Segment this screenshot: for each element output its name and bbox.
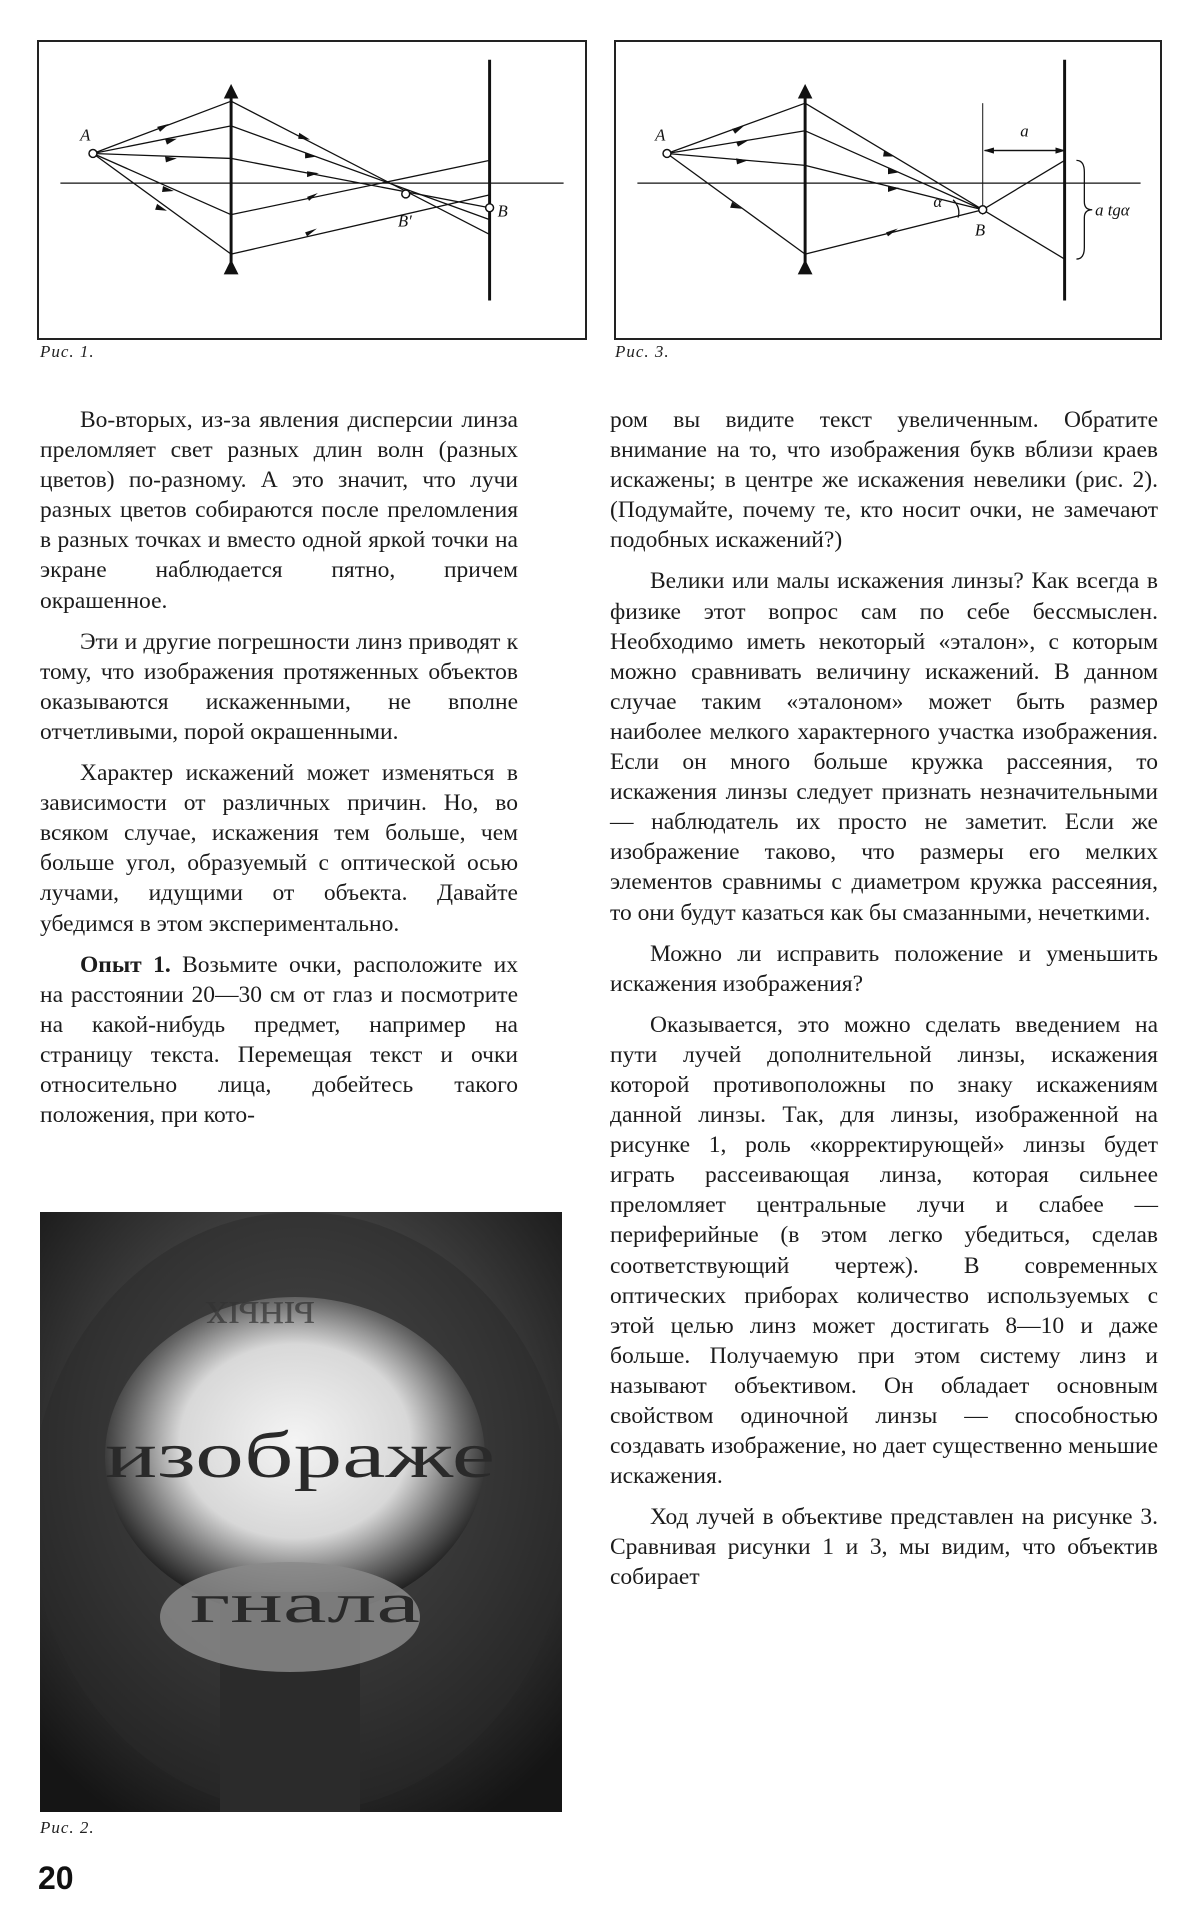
photo-text-bottom: гнала: [190, 1573, 421, 1635]
left-column: [40, 405, 518, 1130]
point-b: [979, 206, 987, 214]
label-b: B: [974, 220, 986, 240]
rays: [667, 103, 1065, 259]
paragraph-continuation: ром вы видите текст увеличенным. Обратите внимание на то, что изображения букв вблизи краев искажены; в центре же искажения невелики (рис. 2). (Подумайте, почему те, кто носит очки, не замечают подобных искажений?): [610, 407, 1158, 554]
figure-3: [614, 40, 1162, 340]
paragraph: Эти и другие погрешности линз приводят к тому, что изображения протяженных объектов оказываются искаженными, не вполне отчетливыми, порой окрашенными.: [40, 628, 518, 745]
paragraph: Ход лучей в объективе представлен на рисунке 3. Сравнивая рисунки 1 и 3, мы видим, что объектив собирает: [610, 1504, 1158, 1591]
experiment-text: Возьмите очки, расположите их на расстоянии 20—30 см от глаз и посмотрите на какой-нибудь предмет, например на страницу текста. Перемещая текст и очки относительно лица, добейтесь такого положения, при кото-: [40, 951, 519, 1129]
label-b-prime: B′: [397, 211, 412, 231]
figure-1: [37, 40, 587, 340]
point-a: [89, 150, 97, 158]
photo-text-middle: изображе: [105, 1419, 495, 1492]
point-b-prime: [402, 190, 410, 198]
figure-1-caption: Рис. 1.: [40, 342, 95, 361]
paragraph: Характер искажений может изменяться в зависимости от различных причин. Но, во всяком случае, искажения тем больше, чем больше угол, образуемый с оптической осью лучами, идущими от объекта. Давайте убедимся в этом экспериментально.: [40, 760, 518, 937]
experiment-paragraph: [40, 950, 518, 1131]
label-a: A: [655, 125, 666, 145]
rays: [93, 101, 490, 254]
label-b: B: [497, 201, 508, 221]
figure-2-photo: [40, 1212, 562, 1812]
paragraph: Велики или малы искажения линзы? Как всегда в физике этот вопрос сам по себе бессмыслен. Необходимо иметь некоторый «эталон», с которым можно сравнивать величину искажений. В данном случае таким «эталоном» может быть размер наиболее мелкого характерного участка изображения. Если он много больше кружка рассеяния, то искажения линзы следует признать незначительными — наблюдатель их просто не заметит. Если же изображение таково, что размеры его мелких элементов сравнимы с диаметром кружка рассеяния, то они будут казаться как бы смазанными, нечеткими.: [610, 568, 1158, 926]
right-column: [610, 405, 1158, 1593]
magnified-text-photo: [40, 1212, 562, 1812]
offset-brace: [1076, 160, 1092, 259]
paragraph: Можно ли исправить положение и уменьшить искажения изображения?: [610, 940, 1158, 997]
ray-arrows: [155, 124, 319, 236]
page-number: 20: [38, 1860, 74, 1896]
figure-1-diagram: [39, 42, 585, 338]
figure-2-caption: Рис. 2.: [40, 1818, 95, 1837]
photo-text-top: ыных: [205, 1292, 315, 1343]
point-b: [486, 204, 494, 212]
label-offset: a tgα: [1095, 200, 1130, 220]
label-a: A: [80, 125, 91, 145]
paragraph: Оказывается, это можно сделать введением на пути лучей дополнительной линзы, искажения которой противоположны по знаку искажениям данной линзы. Так, для линзы, изображенной на рисунке 1, роль «корректирующей» линзы будет играть рассеивающая линза, которая сильнее преломляет центральные лучи и слабее — периферийные (в этом легко убедиться, сделав соответствующий чертеж). В современных оптических приборах количество используемых с этой целью линз может достигать 8—10 и даже больше. Получаемую при этом систему линз и называют объективом. Он обладает основным свойством одиночной линзы — способностью создавать изображение, но дает существенно меньшие искажения.: [610, 1011, 1158, 1490]
ray-arrows: [730, 126, 900, 237]
paragraph: Во-вторых, из-за явления дисперсии линза преломляет свет разных длин волн (разных цветов) по-разному. А это значит, что лучи разных цветов собираются после преломления в разных точках и вместо одной яркой точки на экране наблюдается пятно, причем окрашенное.: [40, 407, 518, 614]
figure-3-caption: Рис. 3.: [615, 342, 670, 361]
figure-3-diagram: [616, 42, 1160, 338]
label-alpha: α: [933, 191, 943, 211]
experiment-title: Опыт 1.: [80, 951, 171, 978]
point-a: [663, 150, 671, 158]
label-distance: a: [1020, 121, 1029, 141]
